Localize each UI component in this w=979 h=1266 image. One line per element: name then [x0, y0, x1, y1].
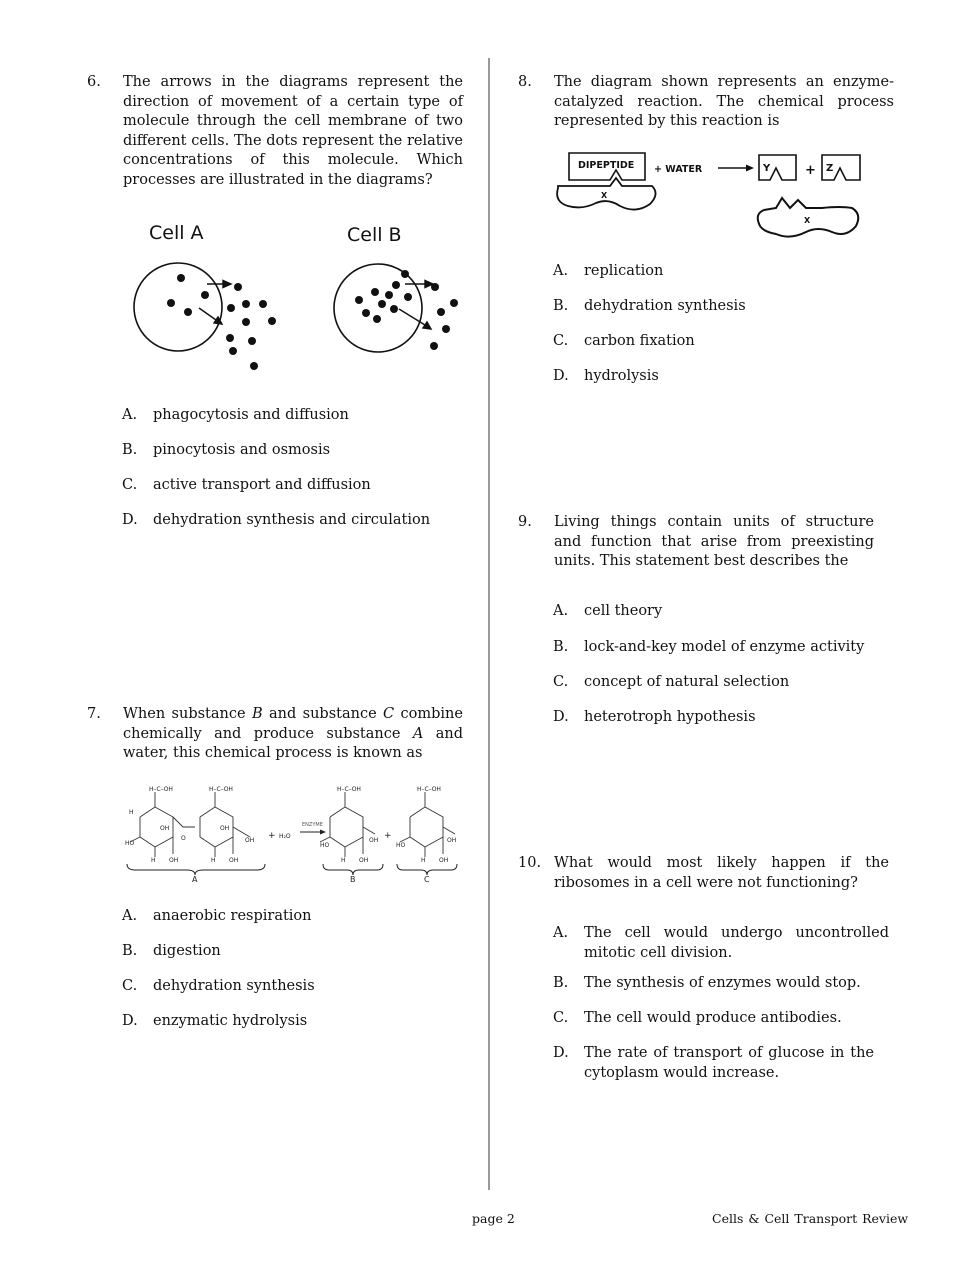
svg-text:H: H: [341, 857, 346, 864]
substance-brackets: [127, 864, 457, 875]
svg-text:OH: OH: [439, 857, 449, 864]
svg-text:H–C–OH: H–C–OH: [209, 786, 233, 793]
svg-text:Y: Y: [763, 163, 771, 174]
question-number: 9.: [518, 514, 532, 530]
molecule-atom-labels: [125, 786, 254, 864]
question-stem: The arrows in the diagrams represent the direction of movement of a certain type of molecule through the cell membrane of two different cells. The dots represent the relative concentrations of this molecule. Which processes are illustrated in the diagrams?: [123, 74, 463, 188]
question-number: 8.: [518, 74, 532, 90]
svg-text:HO: HO: [396, 842, 406, 849]
svg-text:H–C–OH: H–C–OH: [337, 786, 361, 793]
cell-b-label: Cell B: [347, 224, 402, 246]
svg-text:H: H: [421, 857, 426, 864]
disaccharide-structure: [130, 792, 250, 857]
svg-text:OH: OH: [359, 857, 369, 864]
svg-text:X: X: [804, 216, 811, 225]
question-stem: Living things contain units of structure and function that arise from preexisting units. This statement best describes the: [554, 514, 874, 569]
column-divider: [488, 58, 490, 1190]
question-number: 6.: [87, 74, 101, 90]
document-title: Cells & Cell Transport Review: [712, 1211, 909, 1226]
svg-text:+: +: [805, 163, 816, 178]
svg-text:O: O: [181, 835, 186, 842]
dipeptide-hydrolysis-diagram: [550, 148, 870, 243]
svg-text:DIPEPTIDE: DIPEPTIDE: [578, 160, 635, 171]
monosaccharide-c: [400, 792, 455, 857]
label-b: B: [350, 875, 356, 882]
label-c: C: [424, 875, 430, 882]
exam-page: 6. The arrows in the diagrams represent the direction of movement of a certain type of molecule through the cell membrane of two different cells. The dots represent the relative concentrations of this molecule. Which processes are illustrated in the diagrams? Cell A Cell B A. phagocytosis and diffusion B. pinocytosis and osmosis C. active transport and diffusion D. dehydration synthesis and circulation 7. When substance B and substance C combine chemically and produce substance A and water, this chemical process is known as H–C–OH H–C–OH H OH O OH OH HO H OH H OH + H₂O ENZYME H–C–OH HO OH H OH + H–C–OH HO OH H OH A B C A. anaerobic respiration B. digestion C. dehydration synthesis D. enzymatic hydrolysis 8. The diagram shown represents an enzyme-catalyzed reaction. The chemical process represented by this reaction is DIPEPTIDE X + WATER Y + Z X A. replication B. dehydration synthesis C. carbon fixation D. hydrolysis 9. Living things contain units of structure and function that arise from preexisting units. This statement best describes the A. cell theory B. lock-and-key model of enzyme activity C. concept of natural selection D. heterotroph hypothesis 10. What would most likely happen if the ribosomes in a cell were not functioning? A. The cell would undergo uncontrolled mitotic cell division. B. The synthesis of enzymes would stop. C. The cell would produce antibodies. D. The rate of transport of glucose in the cytoplasm would increase. page 2 Cells & Cell Transport Review: [0, 0, 979, 1266]
cell-b-molecules: [355, 270, 458, 350]
svg-text:X: X: [601, 191, 608, 200]
question-stem: The diagram shown represents an enzyme-catalyzed reaction. The chemical process represented by this reaction is: [554, 74, 894, 129]
svg-text:H₂O: H₂O: [279, 833, 291, 840]
svg-text:OH: OH: [447, 837, 457, 844]
svg-text:ENZYME: ENZYME: [302, 822, 323, 828]
svg-text:HO: HO: [320, 842, 330, 849]
disaccharide-reaction-diagram: [125, 782, 465, 882]
svg-text:H–C–OH: H–C–OH: [417, 786, 441, 793]
svg-text:OH: OH: [160, 825, 170, 832]
cell-b-membrane: [334, 264, 422, 352]
svg-text:OH: OH: [369, 837, 379, 844]
svg-text:HO: HO: [125, 840, 135, 847]
svg-text:H–C–OH: H–C–OH: [149, 786, 173, 793]
svg-text:H: H: [211, 857, 216, 864]
question-stem: When substance B and substance C combine chemically and produce substance A and water, this chemical process is known as: [123, 706, 463, 761]
svg-text:OH: OH: [220, 825, 230, 832]
svg-text:+: +: [268, 831, 276, 841]
svg-text:Z: Z: [826, 163, 834, 174]
svg-text:H: H: [129, 809, 134, 816]
svg-text:+: +: [384, 831, 392, 841]
diffusion-cells-diagram: [128, 215, 458, 380]
question-stem: What would most likely happen if the ribosomes in a cell were not functioning?: [554, 855, 889, 891]
question-number: 10.: [518, 855, 542, 871]
svg-text:OH: OH: [245, 837, 255, 844]
cell-a-label: Cell A: [149, 222, 204, 244]
svg-text:H: H: [151, 857, 156, 864]
question-number: 7.: [87, 706, 101, 722]
label-a: A: [192, 875, 198, 882]
svg-text:OH: OH: [229, 857, 239, 864]
svg-text:+ WATER: + WATER: [654, 164, 703, 175]
svg-text:OH: OH: [169, 857, 179, 864]
page-number: page 2: [472, 1211, 515, 1226]
